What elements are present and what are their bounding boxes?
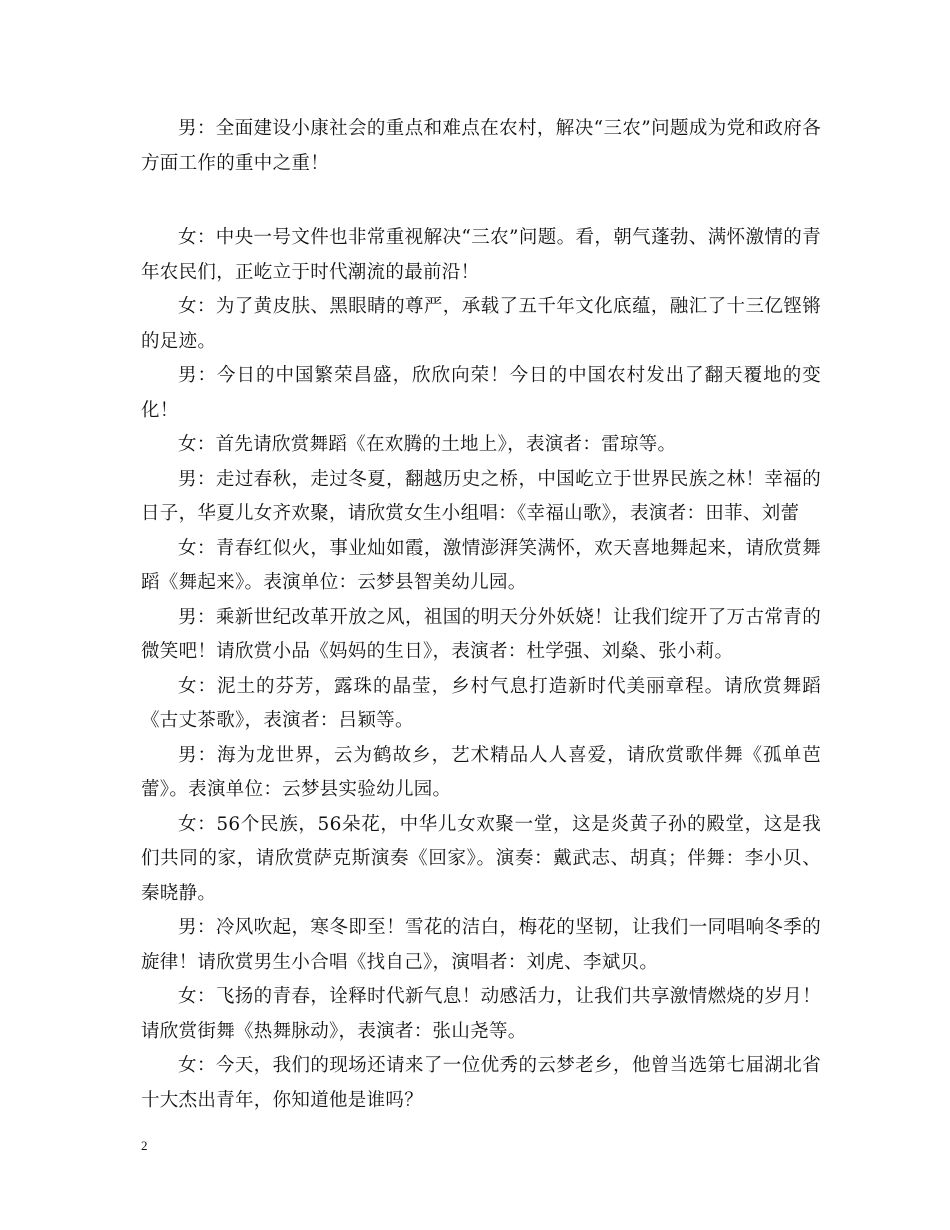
dialogue-paragraph: 男：走过春秋，走过冬夏，翻越历史之桥，中国屹立于世界民族之林！幸福的日子，华夏儿女齐欢聚，请欣赏女生小组唱：《幸福山歌》，表演者：田菲、刘蕾: [141, 468, 821, 524]
dialogue-paragraph: 女：泥土的芬芳，露珠的晶莹，乡村气息打造新时代美丽章程。请欣赏舞蹈《古丈茶歌》，表演者：吕颖等。: [141, 675, 821, 731]
dialogue-paragraph: 女：为了黄皮肤、黑眼睛的尊严，承载了五千年文化底蕴，融汇了十三亿铿锵的足迹。: [141, 296, 821, 352]
document-body: [141, 112, 821, 1118]
paragraph-spacer: [141, 181, 821, 221]
dialogue-paragraph: 女：首先请欣赏舞蹈《在欢腾的土地上》，表演者：雷琼等。: [178, 434, 677, 455]
page-number: 2: [141, 1138, 148, 1153]
dialogue-paragraph: 女：青春红似火，事业灿如霞，激情澎湃笑满怀，欢天喜地舞起来，请欣赏舞蹈《舞起来》。表演单位：云梦县智美幼儿园。: [141, 537, 821, 593]
dialogue-paragraph: 女：56个民族，56朵花，中华儿女欢聚一堂，这是炎黄子孙的殿堂，这是我们共同的家，请欣赏萨克斯演奏《回家》。演奏：戴武志、胡真；伴舞：李小贝、秦晓静。: [141, 813, 821, 904]
dialogue-paragraph: 女：飞扬的青春，诠释时代新气息！动感活力，让我们共享激情燃烧的岁月！请欣赏街舞《热舞脉动》，表演者：张山尧等。: [141, 986, 821, 1042]
dialogue-paragraph: 女：中央一号文件也非常重视解决“三农”问题。看，朝气蓬勃、满怀激情的青年农民们，正屹立于时代潮流的最前沿！: [141, 227, 821, 283]
dialogue-paragraph: 男：今日的中国繁荣昌盛，欣欣向荣！今日的中国农村发出了翻天覆地的变化！: [141, 365, 821, 421]
dialogue-paragraph: 男：乘新世纪改革开放之风，祖国的明天分外妖娆！让我们绽开了万古常青的微笑吧！请欣赏小品《妈妈的生日》，表演者：杜学强、刘燊、张小莉。: [141, 606, 821, 662]
dialogue-paragraph: 男：冷风吹起，寒冬即至！雪花的洁白，梅花的坚韧，让我们一同唱响冬季的旋律！请欣赏男生小合唱《找自己》，演唱者：刘虎、李斌贝。: [141, 917, 821, 973]
dialogue-paragraph: 男：全面建设小康社会的重点和难点在农村，解决“三农”问题成为党和政府各方面工作的重中之重！: [141, 118, 821, 174]
dialogue-paragraph: 男：海为龙世界，云为鹤故乡，艺术精品人人喜爱，请欣赏歌伴舞《孤单芭蕾》。表演单位：云梦县实验幼儿园。: [141, 744, 821, 800]
dialogue-paragraph: 女：今天，我们的现场还请来了一位优秀的云梦老乡，他曾当选第七届湖北省十大杰出青年，你知道他是谁吗？: [141, 1055, 821, 1111]
